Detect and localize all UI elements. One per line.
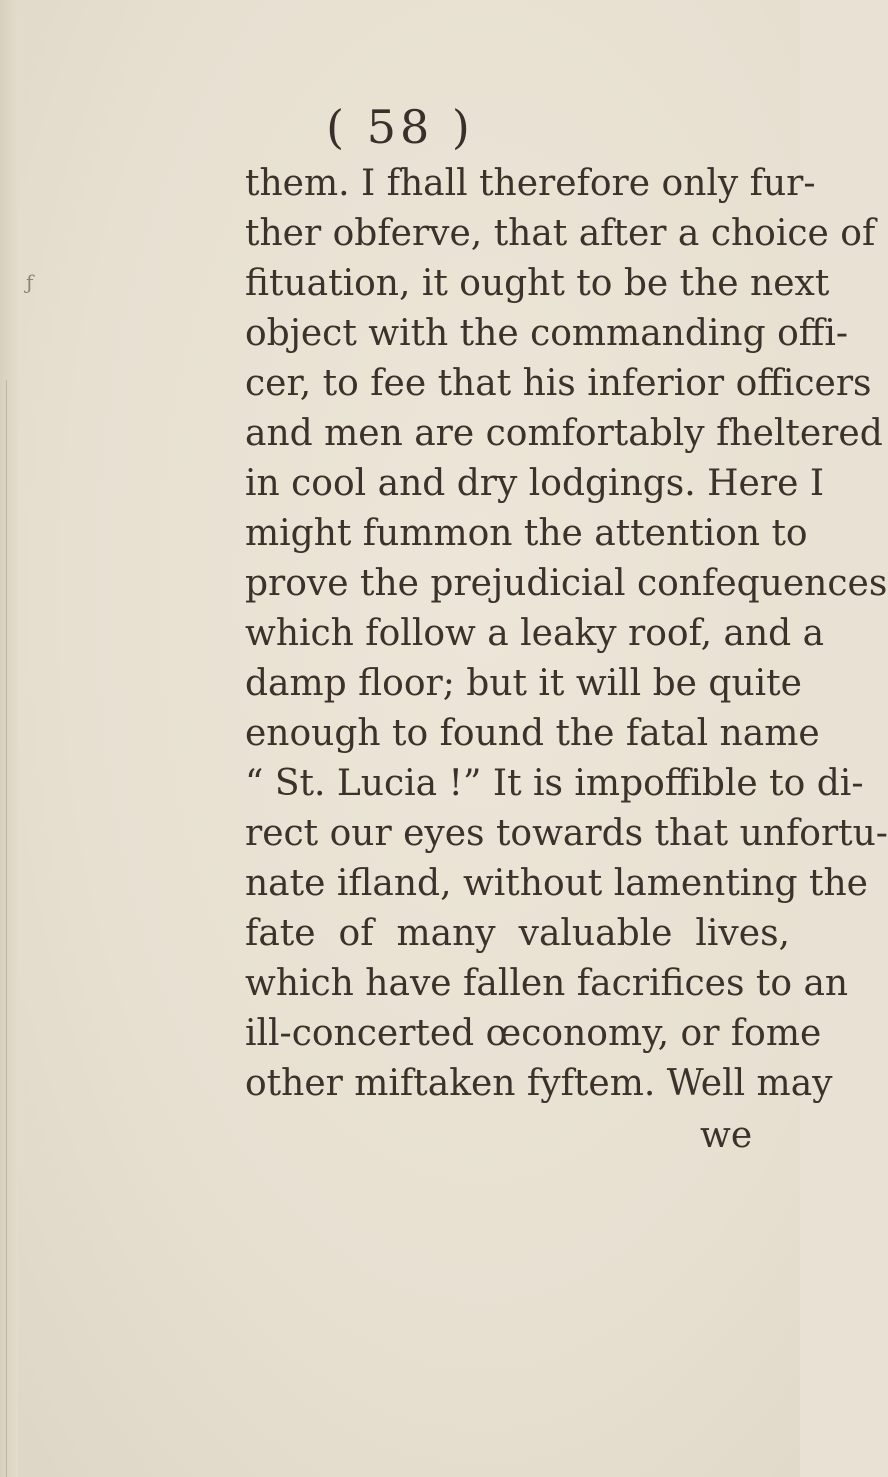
text-line: prove the prejudicial confequences — [245, 563, 888, 604]
text-line: might fummon the attention to — [245, 513, 808, 554]
text-line: ill-concerted œconomy, or fome — [245, 1013, 822, 1054]
text-line: them. I fhall therefore only fur- — [245, 163, 816, 204]
text-line: rect our eyes towards that unfortu- — [245, 813, 888, 854]
text-line: and men are comfortably fheltered — [245, 413, 883, 454]
text-line: ther obferve, that after a choice of — [245, 213, 876, 254]
text-line: nate ifland, without lamenting the — [245, 863, 868, 904]
catchword: we — [700, 1115, 753, 1156]
margin-blot: ƒ — [26, 270, 34, 294]
text-line: fate of many valuable lives, — [245, 913, 790, 954]
text-line: other miftaken fyftem. Well may — [245, 1063, 833, 1104]
text-line: which follow a leaky roof, and a — [245, 613, 825, 654]
text-line: “ St. Lucia !” It is impoffible to di- — [245, 763, 864, 804]
text-line: fituation, it ought to be the next — [245, 263, 830, 304]
text-line: damp floor; but it will be quite — [245, 663, 802, 704]
gutter-line — [6, 380, 7, 1477]
page-number: ( 58 ) — [326, 100, 474, 154]
text-line: in cool and dry lodgings. Here I — [245, 463, 825, 504]
text-line: object with the commanding offi- — [245, 313, 848, 354]
page-gutter — [0, 0, 18, 1477]
text-line: enough to found the fatal name — [245, 713, 820, 754]
text-line: cer, to fee that his inferior officers — [245, 363, 872, 404]
text-line: which have fallen facrifices to an — [245, 963, 849, 1004]
